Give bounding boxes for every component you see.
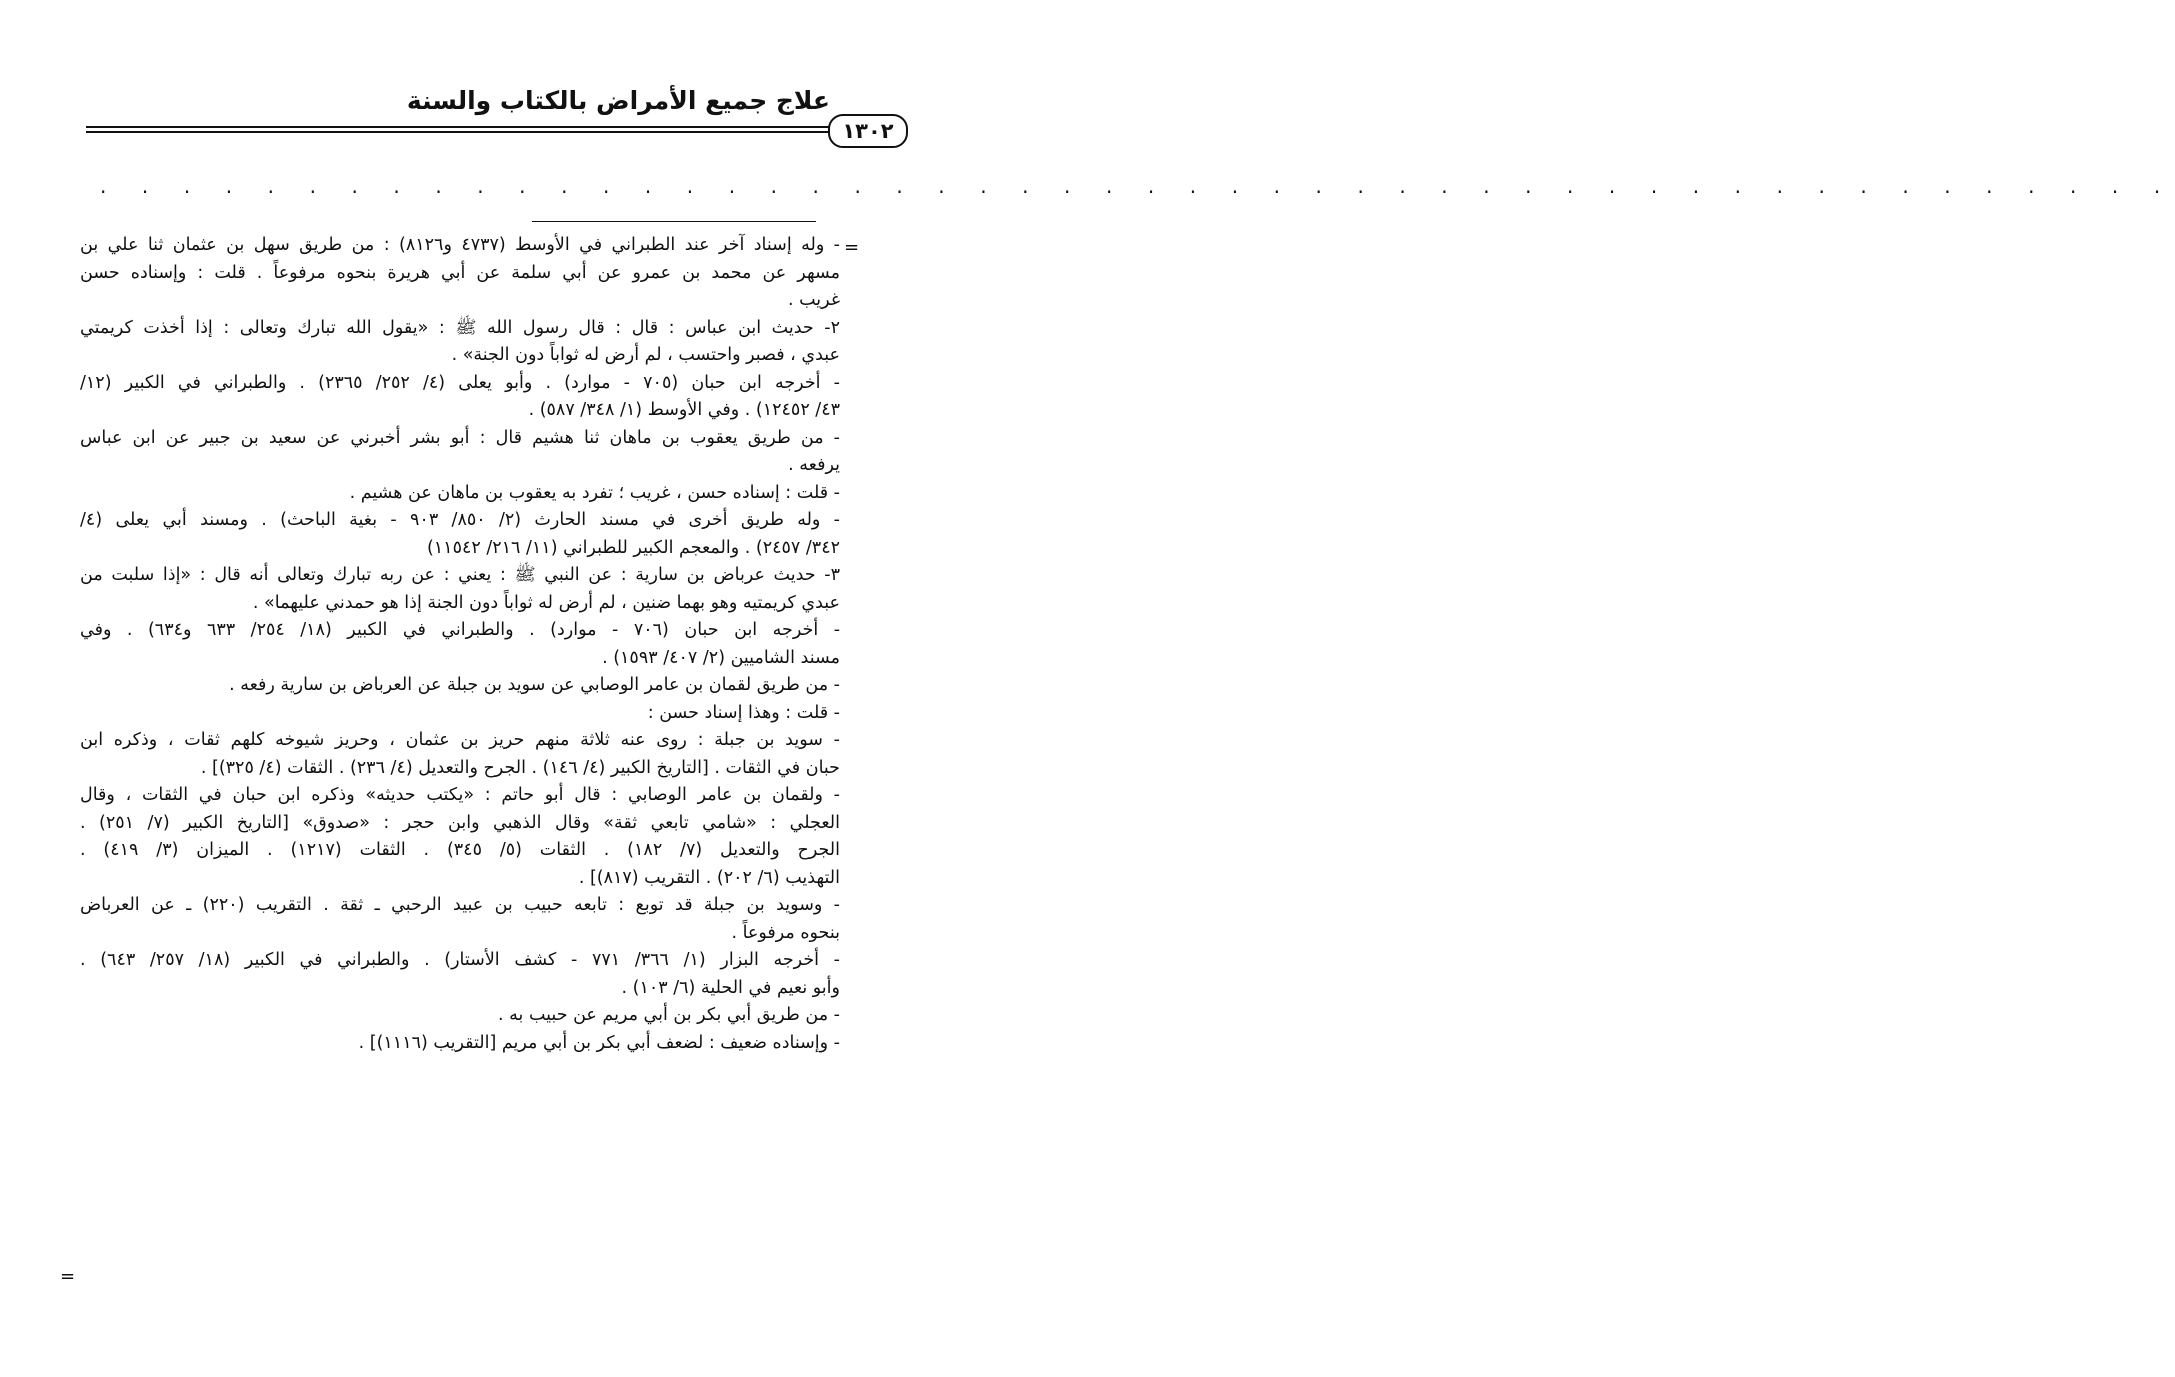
footnote-line: ٣- حديث عرباض بن سارية : عن النبي ﷺ : يعني : عن ربه تبارك وتعالى أنه قال : «إذا سلبت من	[80, 565, 840, 585]
footnote-body	[80, 232, 840, 1057]
footnote-line: ٣٤٢/ ٢٤٥٧) . والمعجم الكبير للطبراني (١١/ ٢١٦/ ١١٥٤٢)	[426, 537, 840, 558]
page-number: ١٣٠٢	[828, 114, 908, 148]
footnote-line: - أخرجه ابن حبان (٧٠٦ - موارد) . والطبراني في الكبير (١٨/ ٢٥٤/ ٦٣٣ و٦٣٤) . وفي	[80, 620, 841, 640]
footnote-line: - من طريق يعقوب بن ماهان ثنا هشيم قال : أبو بشر أخبرني عن سعيد بن جبير عن ابن عباس	[80, 427, 840, 448]
footnote-line: - أخرجه ابن حبان (٧٠٥ - موارد) . وأبو يعلى (٤/ ٢٥٢/ ٢٣٦٥) . والطبراني في الكبير (١٢/	[80, 372, 840, 393]
footnote-line: يرفعه .	[788, 455, 840, 475]
footnote-line: - وله إسناد آخر عند الطبراني في الأوسط (٤٧٣٧ و٨١٢٦) : من طريق سهل بن عثمان ثنا علي بن	[80, 235, 840, 255]
footnote-line: ٢- حديث ابن عباس : قال : قال رسول الله ﷺ : «يقول الله تبارك وتعالى : إذا أخذت كريمتي	[80, 317, 840, 338]
footnote-line: - وسويد بن جبلة قد توبع : تابعه حبيب بن عبيد الرحبي ـ ثقة . التقريب (٢٢٠) ـ عن العرباض	[80, 895, 840, 915]
footnote-line: وأبو نعيم في الحلية (٦/ ١٠٣) .	[621, 977, 840, 998]
continuation-mark-bottom: =	[60, 1266, 76, 1287]
footnote-line: حبان في الثقات . [التاريخ الكبير (٤/ ١٤٦) . الجرح والتعديل (٤/ ٢٣٦) . الثقات (٤/ ٣٢٥)] .	[200, 757, 840, 778]
footnote-line: عبدي ، فصبر واحتسب ، لم أرض له ثواباً دون الجنة» .	[451, 345, 840, 365]
footnote-line: - من طريق أبي بكر بن أبي مريم عن حبيب به .	[498, 1005, 840, 1025]
footnote-line: الجرح والتعديل (٧/ ١٨٢) . الثقات (٥/ ٣٤٥) . الثقات (١٢١٧) . الميزان (٣/ ٤١٩) .	[80, 840, 841, 860]
footnote-line: - سويد بن جبلة : روى عنه ثلاثة منهم حريز بن عثمان ، وحريز شيوخه كلهم ثقات ، وذكره ابن	[80, 730, 840, 750]
footnote-line: بنحوه مرفوعاً .	[731, 922, 840, 943]
footnote-line: - أخرجه البزار (١/ ٣٦٦/ ٧٧١ - كشف الأستار) . والطبراني في الكبير (١٨/ ٢٥٧/ ٦٤٣) .	[80, 950, 840, 970]
footnote-line: التهذيب (٦/ ٢٠٢) . التقريب (٨١٧)] .	[578, 867, 840, 888]
footnote-line: عبدي كريمتيه وهو بهما ضنين ، لم أرض له ثواباً دون الجنة إذا هو حمدني عليهما» .	[252, 592, 840, 613]
footnote-line: - وله طريق أخرى في مسند الحارث (٢/ ٨٥٠/ ٩٠٣ - بغية الباحث) . ومسند أبي يعلى (٤/	[80, 510, 840, 530]
separator-dots: . . . . . . . . . . . . . . . . . . . . . . . . . . . . . . . . . . . . . . . . . . . . . . . . . .	[100, 174, 2175, 198]
header-rule	[86, 126, 845, 133]
footnote-line: - ولقمان بن عامر الوصابي : قال أبو حاتم : «يكتب حديثه» وذكره ابن حبان في الثقات ، وقال	[80, 785, 840, 805]
footnote-line: مسهر عن محمد بن عمرو عن أبي سلمة عن أبي هريرة بنحوه مرفوعاً . قلت : وإسناده حسن	[80, 262, 840, 283]
continuation-mark-top: =	[844, 237, 860, 258]
footnote-line: غريب .	[788, 290, 840, 310]
footnote-line: مسند الشاميين (٢/ ٤٠٧/ ١٥٩٣) .	[602, 647, 840, 668]
footnote-rule	[532, 221, 816, 222]
footnote-line: العجلي : «شامي تابعي ثقة» وقال الذهبي وابن حجر : «صدوق» [التاريخ الكبير (٧/ ٢٥١) .	[80, 812, 840, 833]
footnote-line: - قلت : وهذا إسناد حسن :	[647, 702, 840, 723]
footnote-line: ٤٣/ ١٢٤٥٢) . وفي الأوسط (١/ ٣٤٨/ ٥٨٧) .	[528, 400, 840, 420]
footnote-line: - من طريق لقمان بن عامر الوصابي عن سويد بن جبلة عن العرباض بن سارية رفعه .	[229, 675, 840, 695]
running-title: علاج جميع الأمراض بالكتاب والسنة	[406, 86, 830, 115]
footnote-line: - قلت : إسناده حسن ، غريب ؛ تفرد به يعقوب بن ماهان عن هشيم .	[349, 482, 840, 503]
footnote-line: - وإسناده ضعيف : لضعف أبي بكر بن أبي مريم [التقريب (١١١٦)] .	[358, 1032, 840, 1053]
